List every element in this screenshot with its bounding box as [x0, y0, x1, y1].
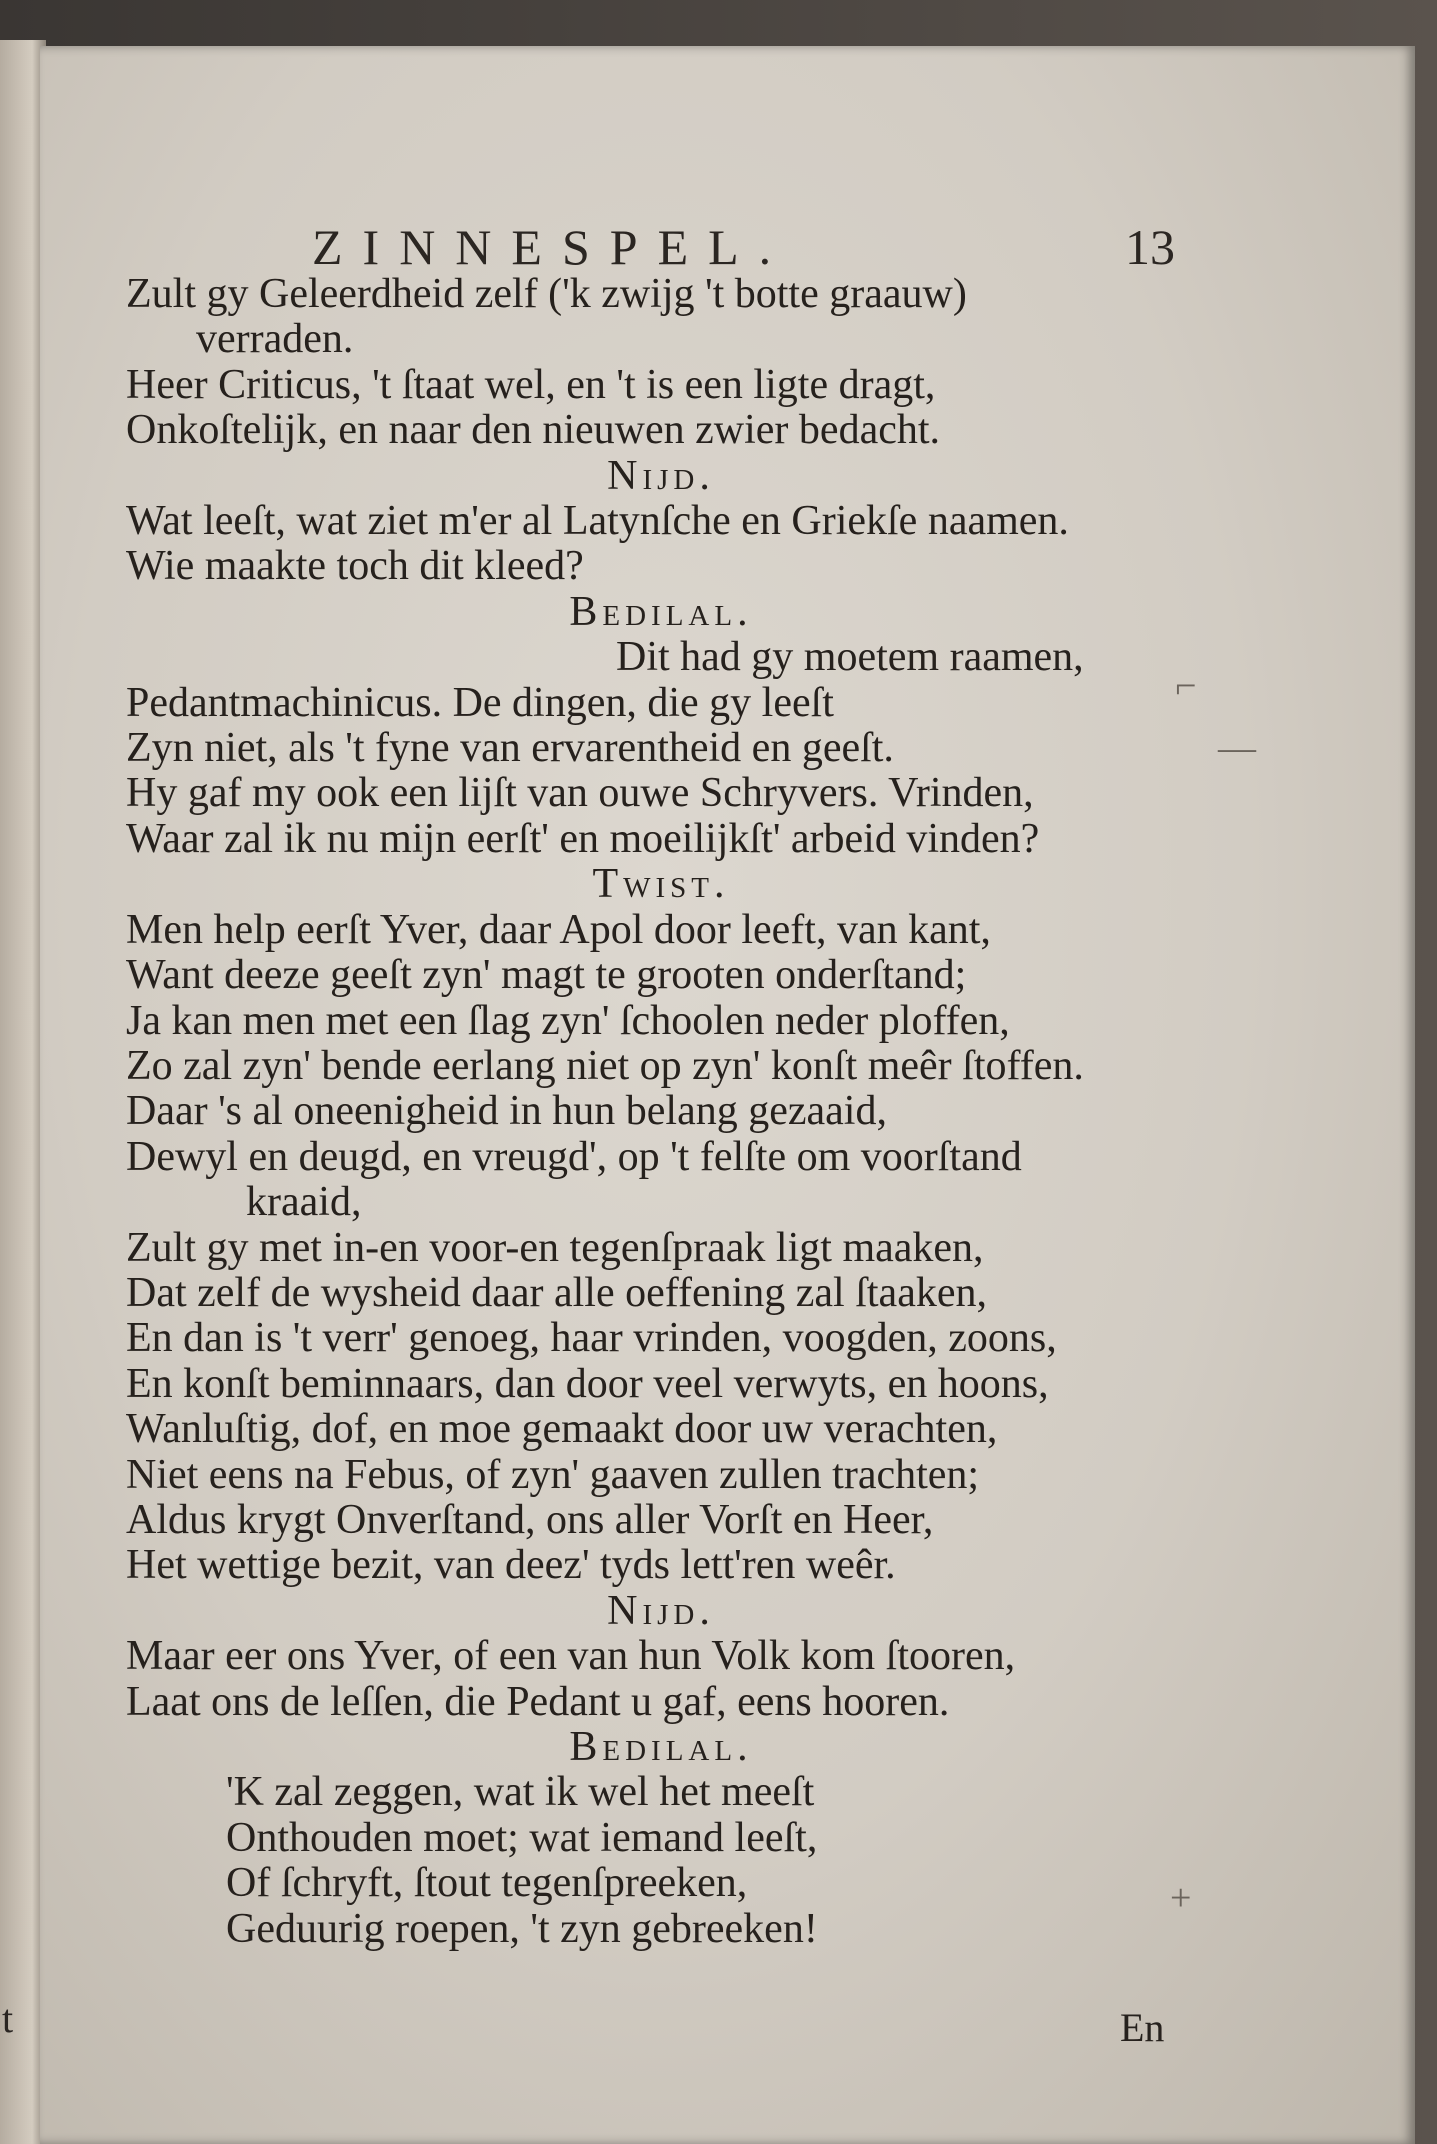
verse-line: Heer Criticus, 't ſtaat wel, en 't is een ligte dragt,: [126, 361, 936, 408]
verse-line: Onkoſtelijk, en naar den nieuwen zwier bedacht.: [126, 407, 941, 454]
pencil-bracket-mark: ⌐: [1175, 665, 1197, 707]
speaker-heading: Nijd.: [607, 452, 715, 499]
verse-line: Het wettige bezit, van deez' tyds lett'ren weêr.: [126, 1542, 896, 1589]
verse-line: En dan is 't verr' genoeg, haar vrinden, voogden, zoons,: [126, 1315, 1057, 1362]
song-line: Onthouden moet; wat iemand leeſt,: [226, 1814, 818, 1861]
verse-line: Men help eerſt Yver, daar Apol door leeft, van kant,: [126, 906, 991, 953]
speaker-heading: Bedilal.: [569, 588, 753, 635]
verse-line: kraaid,: [246, 1179, 362, 1226]
verse-line: Pedantmachinicus. De dingen, die gy leeſt: [126, 679, 834, 726]
verse-line: Hy gaf my ook een lijſt van ouwe Schryvers. Vrinden,: [126, 770, 1034, 817]
pencil-cross-mark: +: [1170, 1877, 1192, 1919]
speaker-heading: Nijd.: [607, 1587, 715, 1634]
verse-line: Ja kan men met een ſlag zyn' ſchoolen neder ploffen,: [126, 997, 1010, 1044]
verse-line: Wat leeſt, wat ziet m'er al Latynſche en Griekſe naamen.: [126, 498, 1069, 545]
verse-line: Daar 's al oneenigheid in hun belang gezaaid,: [126, 1088, 887, 1135]
verse-line: Zo zal zyn' bende eerlang niet op zyn' konſt meêr ſtoffen.: [126, 1042, 1084, 1089]
verse-line: Zult gy met in-en voor-en tegenſpraak ligt maaken,: [126, 1224, 984, 1271]
verse-line: Zyn niet, als 't fyne van ervarentheid en geeſt.: [126, 725, 894, 772]
verse-line: Aldus krygt Onverſtand, ons aller Vorſt en Heer,: [126, 1496, 934, 1543]
book-page: [40, 46, 1415, 2144]
verse-line: Want deeze geeſt zyn' magt te grooten onderſtand;: [126, 952, 967, 999]
verse-line: Zult gy Geleerdheid zelf ('k zwijg 't botte graauw): [126, 271, 967, 317]
verse-line: Dat zelf de wysheid daar alle oeffening zal ſtaaken,: [126, 1269, 987, 1316]
pencil-dash-mark: —: [1218, 727, 1256, 769]
verse-line: Niet eens na Febus, of zyn' gaaven zullen trachten;: [126, 1451, 980, 1498]
verse-line: Laat ons de leſſen, die Pedant u gaf, eens hooren.: [126, 1678, 950, 1725]
verse-line: Waar zal ik nu mijn eerſt' en moeilijkſt' arbeid vinden?: [126, 815, 1040, 862]
speaker-heading: Bedilal.: [569, 1724, 753, 1770]
verse-line: Maar eer ons Yver, of een van hun Volk kom ſtooren,: [126, 1633, 1016, 1680]
verse-line: En konſt beminnaars, dan door veel verwyts, en hoons,: [126, 1360, 1049, 1407]
page-number: 13: [1125, 219, 1175, 275]
song-line: Geduurig roepen, 't zyn gebreeken!: [226, 1905, 818, 1952]
verse-text: [126, 272, 1226, 1952]
verse-line: Wie maakte toch dit kleed?: [126, 543, 584, 590]
running-title: ZINNESPEL.: [312, 219, 792, 275]
catchword: En: [1120, 2005, 1165, 2050]
song-line: Of ſchryft, ſtout tegenſpreeken,: [226, 1860, 748, 1907]
speaker-heading: Twist.: [592, 861, 730, 908]
verse-line: Dit had gy moetem raamen,: [616, 634, 1084, 681]
verse-line: Wanluſtig, dof, en moe gemaakt door uw verachten,: [126, 1406, 998, 1453]
facing-page-letter: t: [2, 1996, 14, 2041]
verse-line: verraden.: [196, 316, 354, 363]
verse-line: Dewyl en deugd, en vreugd', op 't felſte om voorſtand: [126, 1133, 1022, 1180]
song-line: 'K zal zeggen, wat ik wel het meeſt: [226, 1769, 815, 1816]
